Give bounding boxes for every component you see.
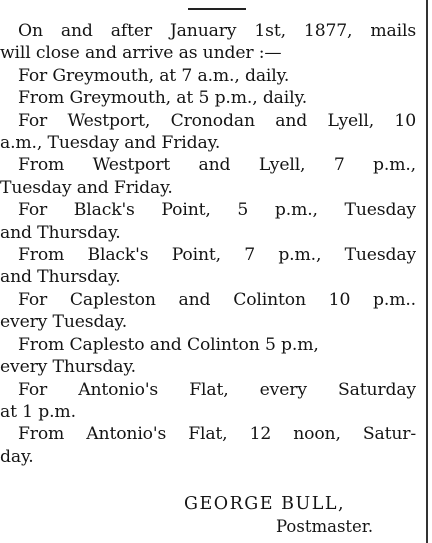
notice-line: For Greymouth, at 7 a.m., daily. xyxy=(18,65,290,86)
notice-line: every Tuesday. xyxy=(0,312,128,333)
column-border xyxy=(426,0,428,543)
notice-line: and Thursday. xyxy=(0,222,121,243)
notice-line: For Black's Point, 5 p.m., Tuesday xyxy=(18,200,416,221)
notice-line: a.m., Tuesday and Friday. xyxy=(0,133,221,154)
notice-line: For Westport, Cronodan and Lyell, 10 xyxy=(18,110,416,131)
notice-line: every Thursday. xyxy=(0,357,136,378)
signature-title: Postmaster. xyxy=(276,517,374,536)
notice-line: at 1 p.m. xyxy=(0,401,76,422)
notice-line: On and after January 1st, 1877, mails xyxy=(18,21,416,41)
mail-schedule-notice xyxy=(0,20,416,468)
notice-line: day. xyxy=(0,446,34,467)
notice-line: and Thursday. xyxy=(0,267,121,288)
top-rule xyxy=(188,8,246,10)
notice-line: From Black's Point, 7 p.m., Tuesday xyxy=(18,245,416,266)
notice-line: From Greymouth, at 5 p.m., daily. xyxy=(18,88,308,109)
notice-line: Tuesday and Friday. xyxy=(0,177,173,198)
signature-name: GEORGE BULL, xyxy=(184,494,346,514)
notice-line: For Capleston and Colinton 10 p.m.. xyxy=(18,289,416,310)
notice-line: For Antonio's Flat, every Saturday xyxy=(18,379,416,400)
notice-line: From Caplesto and Colinton 5 p.m, xyxy=(18,334,319,355)
notice-line: From Westport and Lyell, 7 p.m., xyxy=(18,155,416,176)
notice-line: From Antonio's Flat, 12 noon, Satur- xyxy=(18,424,416,445)
notice-line: will close and arrive as under :— xyxy=(0,43,282,64)
